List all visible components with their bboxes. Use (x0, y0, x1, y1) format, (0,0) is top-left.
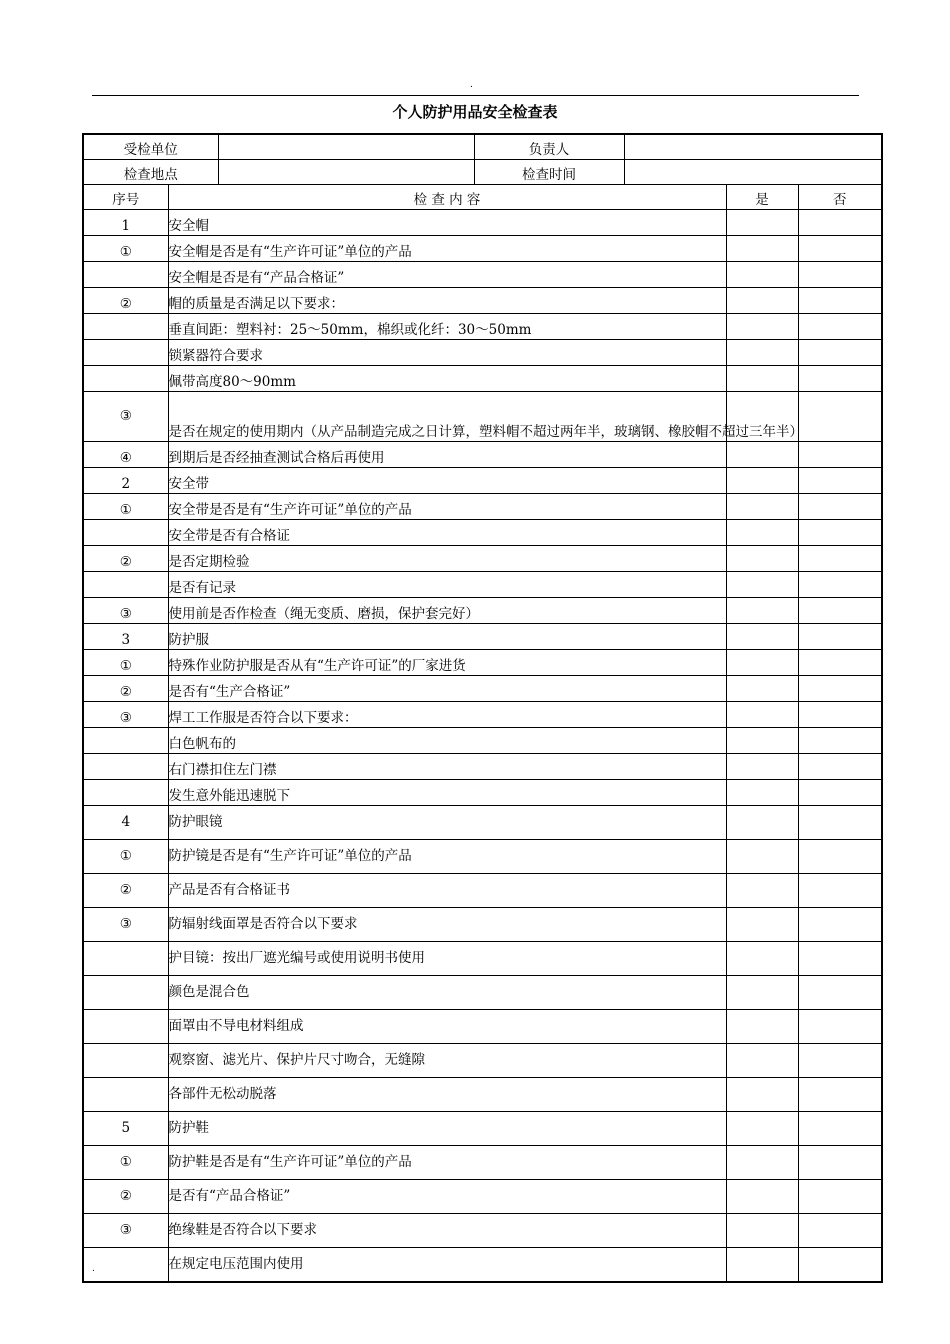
table-row (83, 754, 882, 780)
no-checkbox-cell[interactable] (798, 1078, 882, 1112)
row-number: ① (83, 840, 168, 874)
no-checkbox-cell[interactable] (798, 1112, 882, 1146)
table-row (83, 650, 882, 676)
yes-checkbox-cell[interactable] (726, 676, 798, 702)
row-content: 防护镜是否是有“生产许可证”单位的产品 (168, 840, 726, 874)
no-checkbox-cell[interactable] (798, 1044, 882, 1078)
row-number: ③ (83, 702, 168, 728)
row-content: 焊工工作服是否符合以下要求： (168, 702, 726, 728)
yes-checkbox-cell[interactable] (726, 340, 798, 366)
yes-checkbox-cell[interactable] (726, 780, 798, 806)
row-content: 帽的质量是否满足以下要求： (168, 288, 726, 314)
yes-checkbox-cell[interactable] (726, 840, 798, 874)
row-content: 佩带高度80～90mm (168, 366, 726, 392)
header-row (83, 185, 882, 210)
row-number (83, 366, 168, 392)
yes-checkbox-cell[interactable] (726, 1146, 798, 1180)
yes-checkbox-cell[interactable] (726, 1078, 798, 1112)
responsible-label: 负责人 (474, 134, 624, 160)
table-row (83, 340, 882, 366)
no-checkbox-cell[interactable] (798, 908, 882, 942)
no-checkbox-cell[interactable] (798, 1010, 882, 1044)
row-content: 右门襟扣住左门襟 (168, 754, 726, 780)
yes-checkbox-cell[interactable] (726, 442, 798, 468)
row-number (83, 1010, 168, 1044)
no-checkbox-cell[interactable] (798, 546, 882, 572)
yes-checkbox-cell[interactable] (726, 1180, 798, 1214)
no-checkbox-cell[interactable] (798, 942, 882, 976)
table-row (83, 1180, 882, 1214)
row-number (83, 1248, 168, 1283)
table-row (83, 874, 882, 908)
no-checkbox-cell[interactable] (798, 1146, 882, 1180)
yes-checkbox-cell[interactable] (726, 976, 798, 1010)
yes-checkbox-cell[interactable] (726, 728, 798, 754)
no-checkbox-cell[interactable] (798, 874, 882, 908)
yes-checkbox-cell[interactable] (726, 1214, 798, 1248)
row-number: ① (83, 494, 168, 520)
header-yes: 是 (726, 185, 798, 210)
row-content: 垂直间距：塑料衬：25～50mm，棉织或化纤：30～50mm (168, 314, 726, 340)
no-checkbox-cell[interactable] (798, 650, 882, 676)
table-row (83, 546, 882, 572)
row-content: 是否有“产品合格证” (168, 1180, 726, 1214)
no-checkbox-cell[interactable] (798, 976, 882, 1010)
row-content: 使用前是否作检查（绳无变质、磨损，保护套完好） (168, 598, 726, 624)
row-content: 绝缘鞋是否符合以下要求 (168, 1214, 726, 1248)
no-checkbox-cell[interactable] (798, 598, 882, 624)
row-content: 是否定期检验 (168, 546, 726, 572)
yes-checkbox-cell[interactable] (726, 210, 798, 236)
row-number: ② (83, 874, 168, 908)
row-content: 特殊作业防护服是否从有“生产许可证”的厂家进货 (168, 650, 726, 676)
yes-checkbox-cell[interactable] (726, 806, 798, 840)
row-number: ② (83, 288, 168, 314)
table-row (83, 624, 882, 650)
no-checkbox-cell[interactable] (798, 314, 882, 340)
table-row (83, 676, 882, 702)
row-content: 安全帽是否是有“生产许可证”单位的产品 (168, 236, 726, 262)
row-number: ① (83, 650, 168, 676)
yes-checkbox-cell[interactable] (726, 874, 798, 908)
no-checkbox-cell[interactable] (798, 806, 882, 840)
yes-checkbox-cell[interactable] (726, 908, 798, 942)
inspection-table (82, 133, 883, 1283)
location-label: 检查地点 (83, 160, 218, 185)
yes-checkbox-cell[interactable] (726, 598, 798, 624)
row-number: ③ (83, 908, 168, 942)
no-checkbox-cell[interactable] (798, 442, 882, 468)
no-checkbox-cell[interactable] (798, 262, 882, 288)
yes-checkbox-cell[interactable] (726, 1248, 798, 1283)
yes-checkbox-cell[interactable] (726, 494, 798, 520)
row-content: 锁紧器符合要求 (168, 340, 726, 366)
row-content: 防护眼镜 (168, 806, 726, 840)
bottom-dot-mark: . (92, 1264, 95, 1274)
row-number (83, 728, 168, 754)
yes-checkbox-cell[interactable] (726, 468, 798, 494)
row-number: 5 (83, 1112, 168, 1146)
table-row (83, 520, 882, 546)
table-row (83, 494, 882, 520)
top-dot-mark: . (470, 80, 473, 90)
row-number: ① (83, 1146, 168, 1180)
table-row (83, 780, 882, 806)
table-row (83, 236, 882, 262)
table-row (83, 262, 882, 288)
row-number (83, 572, 168, 598)
location-value[interactable] (218, 160, 474, 185)
table-row (83, 702, 882, 728)
yes-checkbox-cell[interactable] (726, 262, 798, 288)
table-row (83, 1248, 882, 1283)
table-row (83, 1044, 882, 1078)
row-number: 4 (83, 806, 168, 840)
row-number (83, 314, 168, 340)
yes-checkbox-cell[interactable] (726, 1010, 798, 1044)
row-content: 是否有“生产合格证” (168, 676, 726, 702)
no-checkbox-cell[interactable] (798, 366, 882, 392)
row-content: 在规定电压范围内使用 (168, 1248, 726, 1283)
no-checkbox-cell[interactable] (798, 702, 882, 728)
row-content: 安全帽是否是有“产品合格证” (168, 262, 726, 288)
row-number (83, 754, 168, 780)
unit-label: 受检单位 (83, 134, 218, 160)
row-number (83, 942, 168, 976)
yes-checkbox-cell[interactable] (726, 624, 798, 650)
header-no: 序号 (83, 185, 168, 210)
no-checkbox-cell[interactable] (798, 340, 882, 366)
yes-checkbox-cell[interactable] (726, 942, 798, 976)
yes-checkbox-cell[interactable] (726, 520, 798, 546)
table-row (83, 392, 882, 442)
no-checkbox-cell[interactable] (798, 520, 882, 546)
table-row (83, 210, 882, 236)
no-checkbox-cell[interactable] (798, 494, 882, 520)
row-number: ① (83, 236, 168, 262)
table-row (83, 572, 882, 598)
row-content: 护目镜：按出厂遮光编号或使用说明书使用 (168, 942, 726, 976)
yes-checkbox-cell[interactable] (726, 314, 798, 340)
row-number: 2 (83, 468, 168, 494)
responsible-value[interactable] (624, 134, 882, 160)
no-checkbox-cell[interactable] (798, 840, 882, 874)
row-content: 发生意外能迅速脱下 (168, 780, 726, 806)
yes-checkbox-cell[interactable] (726, 572, 798, 598)
table-row (83, 840, 882, 874)
info-row-unit (83, 134, 882, 160)
header-rule (92, 95, 859, 96)
row-number (83, 262, 168, 288)
yes-checkbox-cell[interactable] (726, 288, 798, 314)
row-number: ③ (83, 598, 168, 624)
table-row (83, 468, 882, 494)
no-checkbox-cell[interactable] (798, 1180, 882, 1214)
row-number: ④ (83, 442, 168, 468)
no-checkbox-cell[interactable] (798, 468, 882, 494)
row-number: ② (83, 1180, 168, 1214)
row-number: ② (83, 676, 168, 702)
yes-checkbox-cell[interactable] (726, 546, 798, 572)
no-checkbox-cell[interactable] (798, 288, 882, 314)
header-no-col: 否 (798, 185, 882, 210)
row-content: 到期后是否经抽查测试合格后再使用 (168, 442, 726, 468)
row-number: ③ (83, 1214, 168, 1248)
table-row (83, 598, 882, 624)
row-number (83, 1078, 168, 1112)
no-checkbox-cell[interactable] (798, 572, 882, 598)
no-checkbox-cell[interactable] (798, 1214, 882, 1248)
table-row (83, 806, 882, 840)
no-checkbox-cell[interactable] (798, 210, 882, 236)
unit-value[interactable] (218, 134, 474, 160)
table-row (83, 442, 882, 468)
row-content: 安全带 (168, 468, 726, 494)
document-title: 个人防护用品安全检查表 (392, 103, 558, 121)
no-checkbox-cell[interactable] (798, 780, 882, 806)
table-row (83, 1214, 882, 1248)
row-content: 白色帆布的 (168, 728, 726, 754)
row-content: 产品是否有合格证书 (168, 874, 726, 908)
table-row (83, 366, 882, 392)
row-number: ② (83, 546, 168, 572)
table-row (83, 1146, 882, 1180)
row-content: 安全带是否是有“生产许可证”单位的产品 (168, 494, 726, 520)
row-content: 颜色是混合色 (168, 976, 726, 1010)
row-content: 面罩由不导电材料组成 (168, 1010, 726, 1044)
row-content: 观察窗、滤光片、保护片尺寸吻合，无缝隙 (168, 1044, 726, 1078)
yes-checkbox-cell[interactable] (726, 366, 798, 392)
yes-checkbox-cell[interactable] (726, 1112, 798, 1146)
info-row-location (83, 160, 882, 185)
table-row (83, 728, 882, 754)
row-content: 防辐射线面罩是否符合以下要求 (168, 908, 726, 942)
row-content: 安全帽 (168, 210, 726, 236)
row-content: 是否有记录 (168, 572, 726, 598)
table-row (83, 1112, 882, 1146)
table-row (83, 976, 882, 1010)
row-number (83, 780, 168, 806)
header-content: 检 查 内 容 (168, 185, 726, 210)
table-row (83, 314, 882, 340)
table-row (83, 942, 882, 976)
row-number (83, 340, 168, 366)
row-number: 3 (83, 624, 168, 650)
row-content: 防护服 (168, 624, 726, 650)
no-checkbox-cell[interactable] (798, 392, 882, 442)
row-number: ③ (83, 392, 168, 442)
yes-checkbox-cell[interactable] (726, 650, 798, 676)
no-checkbox-cell[interactable] (798, 728, 882, 754)
table-row (83, 908, 882, 942)
yes-checkbox-cell[interactable] (726, 702, 798, 728)
row-number (83, 1044, 168, 1078)
row-number: 1 (83, 210, 168, 236)
no-checkbox-cell[interactable] (798, 1248, 882, 1283)
yes-checkbox-cell[interactable] (726, 236, 798, 262)
time-label: 检查时间 (474, 160, 624, 185)
yes-checkbox-cell[interactable] (726, 754, 798, 780)
time-value[interactable] (624, 160, 882, 185)
no-checkbox-cell[interactable] (798, 676, 882, 702)
table-row (83, 1078, 882, 1112)
yes-checkbox-cell[interactable] (726, 1044, 798, 1078)
row-content: 安全带是否有合格证 (168, 520, 726, 546)
row-content: 防护鞋 (168, 1112, 726, 1146)
table-row (83, 1010, 882, 1044)
no-checkbox-cell[interactable] (798, 624, 882, 650)
row-number (83, 976, 168, 1010)
row-content: 各部件无松动脱落 (168, 1078, 726, 1112)
row-content: 防护鞋是否是有“生产许可证”单位的产品 (168, 1146, 726, 1180)
table-row (83, 288, 882, 314)
no-checkbox-cell[interactable] (798, 236, 882, 262)
no-checkbox-cell[interactable] (798, 754, 882, 780)
row-content: 是否在规定的使用期内（从产品制造完成之日计算，塑料帽不超过两年半，玻璃钢、橡胶帽不超过三年半） (168, 392, 726, 442)
row-number (83, 520, 168, 546)
